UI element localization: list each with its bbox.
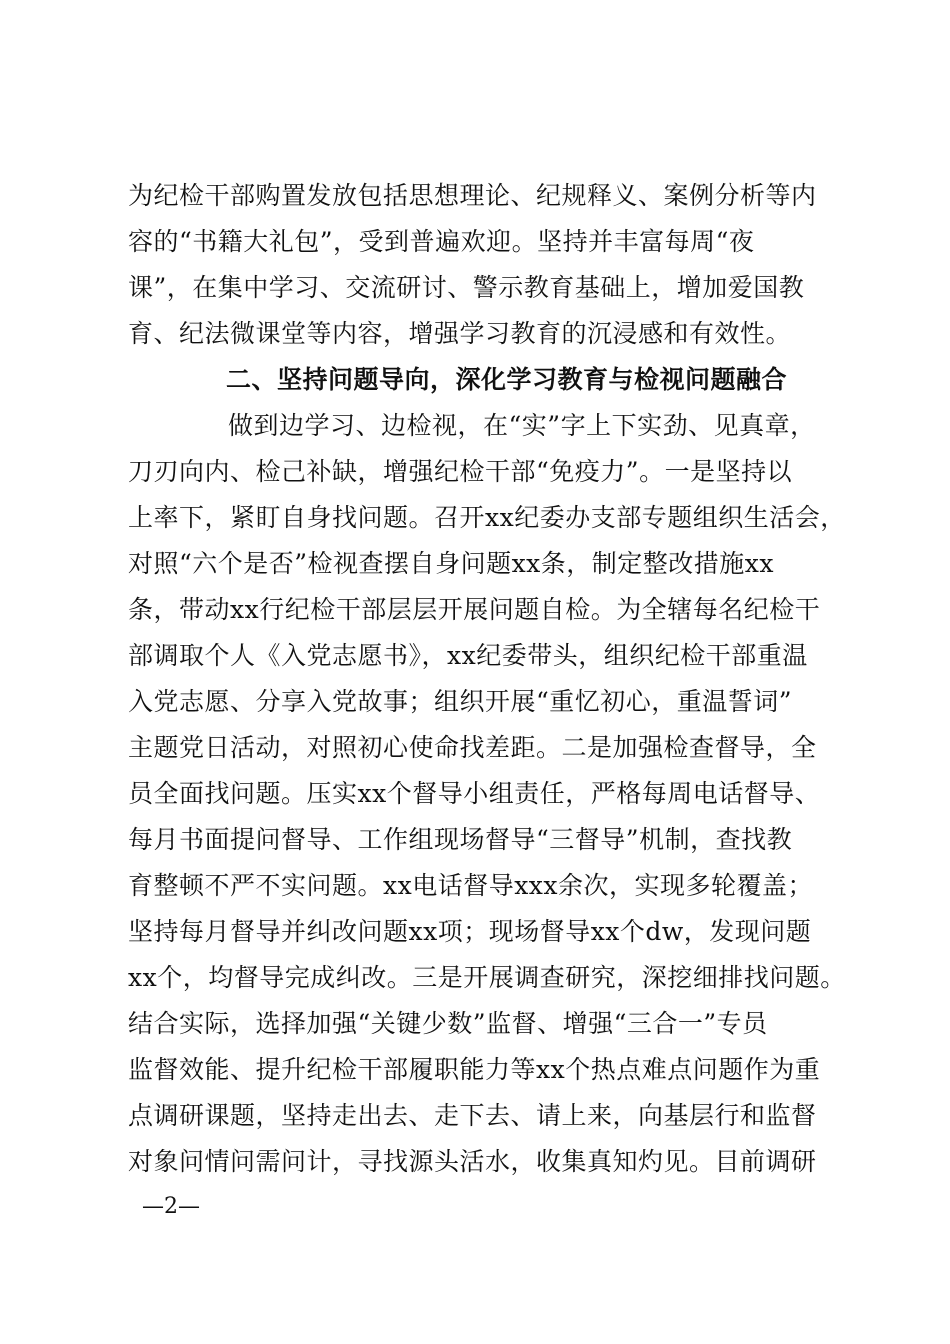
text-line: 部调取个人《入党志愿书》，xx纪委带头，组织纪检干部重温 [128,641,808,670]
text-line: 监督效能、提升纪检干部履职能力等xx个热点难点问题作为重 [128,1055,821,1084]
text-line: 坚持每月督导并纠改问题xx项；现场督导xx个dw，发现问题 [128,917,812,946]
text-line: 员全面找问题。压实xx个督导小组责任，严格每周电话督导、 [128,779,821,808]
page-number: —2— [142,1194,200,1219]
text-line: 主题党日活动，对照初心使命找差距。二是加强检查督导，全 [128,733,817,762]
text-line: xx个，均督导完成纠改。三是开展调查研究，深挖细排找问题。 [128,963,846,992]
text-line: 条，带动xx行纪检干部层层开展问题自检。为全辖每名纪检干 [128,595,821,624]
text-line: 课”，在集中学习、交流研讨、警示教育基础上，增加爱国教 [128,273,805,302]
text-line: 为纪检干部购置发放包括思想理论、纪规释义、案例分析等内 [128,181,817,210]
section-heading: 二、坚持问题导向，深化学习教育与检视问题融合 [226,365,788,394]
text-line: 入党志愿、分享入党故事；组织开展“重忆初心，重温誓词” [128,687,793,716]
text-line: 上率下，紧盯自身找问题。召开xx纪委办支部专题组织生活会， [128,503,846,532]
text-line: 对象问情问需问计，寻找源头活水，收集真知灼见。目前调研 [128,1147,817,1176]
text-line: 刀刃向内、检己补缺，增强纪检干部“免疫力”。一是坚持以 [128,457,793,486]
text-line: 点调研课题，坚持走出去、走下去、请上来，向基层行和监督 [128,1101,817,1130]
text-line: 结合实际，选择加强“关键少数”监督、增强“三合一”专员 [128,1009,768,1038]
text-line: 每月书面提问督导、工作组现场督导“三督导”机制，查找教 [128,825,793,854]
text-line: 育、纪法微课堂等内容，增强学习教育的沉浸感和有效性。 [128,319,792,348]
text-line: 育整顿不严不实问题。xx电话督导xxx余次，实现多轮覆盖； [128,871,813,900]
text-line: 做到边学习、边检视，在“实”字上下实劲、见真章， [228,411,816,440]
text-line: 对照“六个是否”检视查摆自身问题xx条，制定整改措施xx [128,549,774,578]
text-line: 容的“书籍大礼包”，受到普遍欢迎。坚持并丰富每周“夜 [128,227,755,256]
